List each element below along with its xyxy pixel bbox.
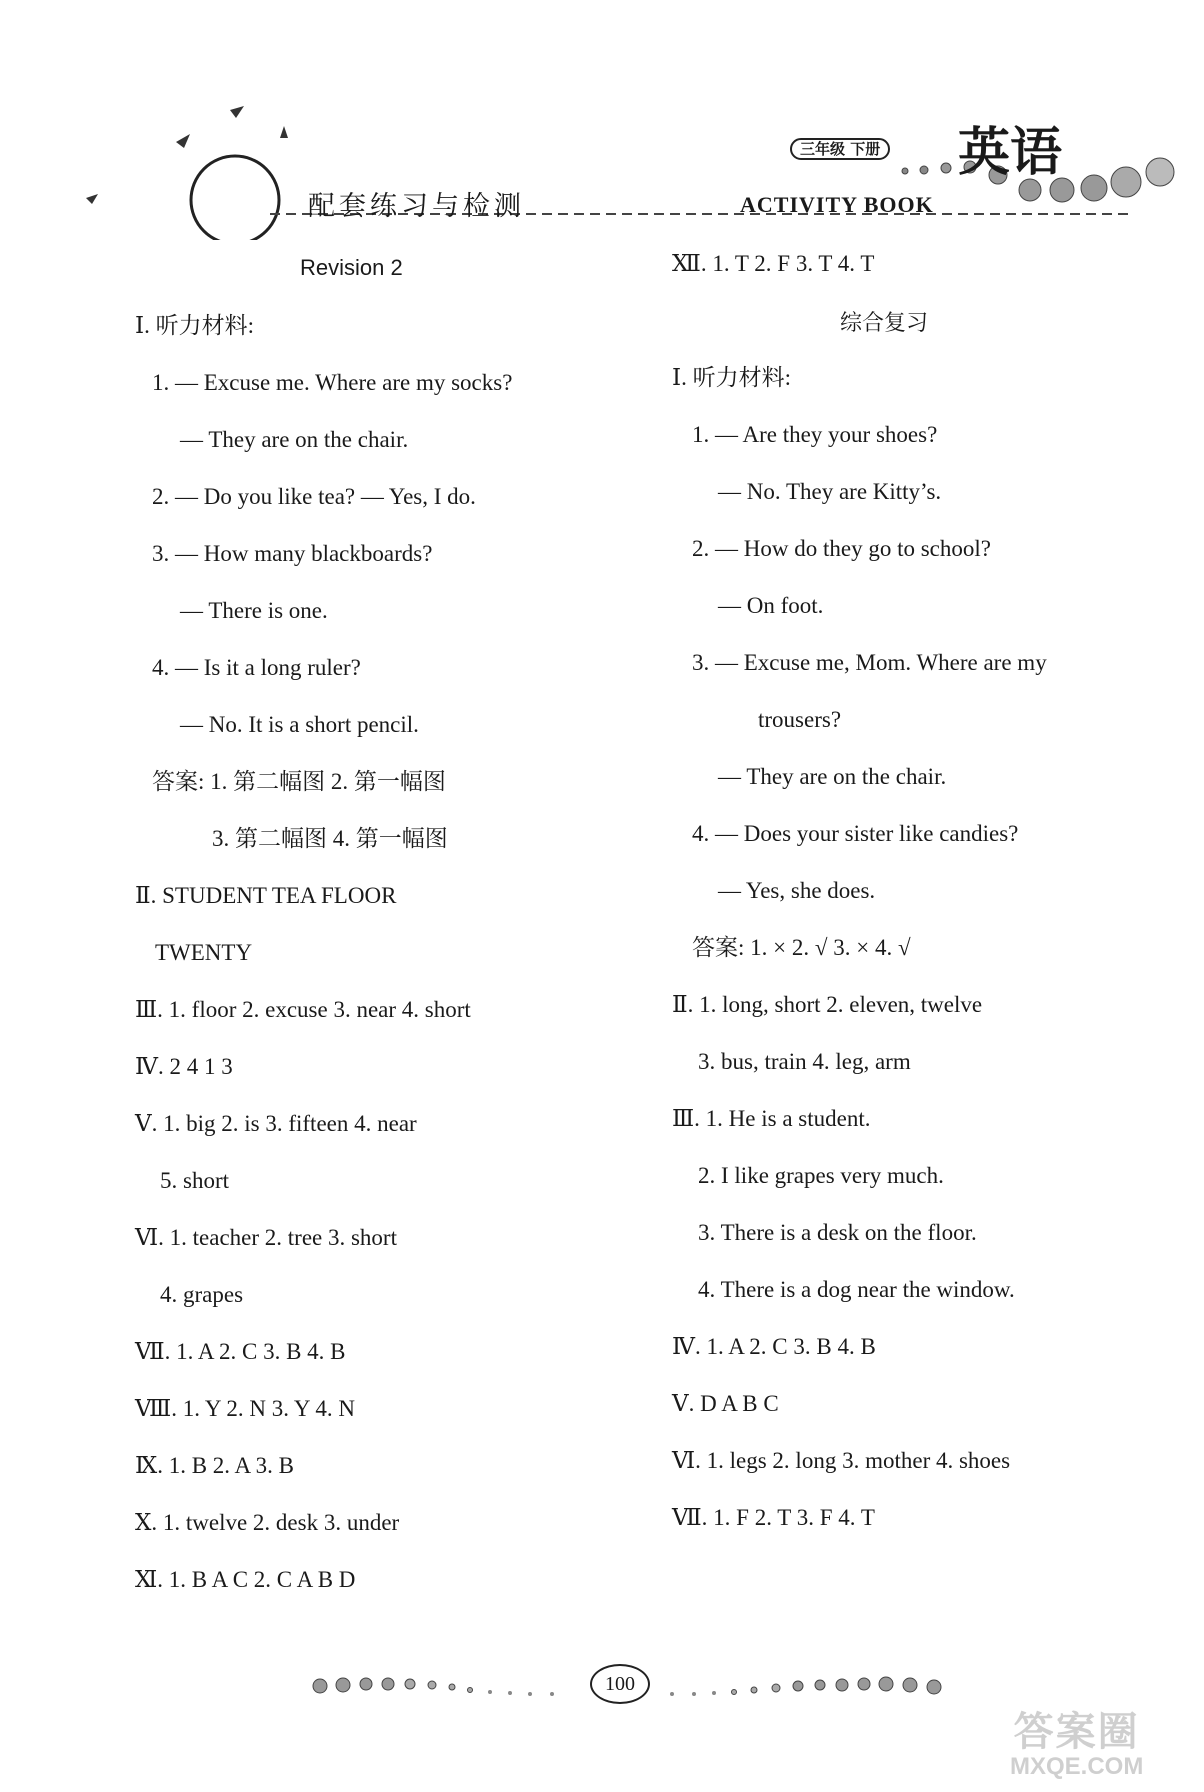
grade-text: 三年级 — [800, 140, 846, 158]
left-line: 2. — Do you like tea? — Yes, I do. — [152, 484, 476, 509]
right-line: 4. — Does your sister like candies? — [692, 821, 1019, 846]
right-line: 1. — Are they your shoes? — [692, 422, 938, 447]
right-line: Ⅲ. 1. He is a student. — [672, 1106, 871, 1131]
left-line: — No. It is a short pencil. — [180, 712, 419, 737]
left-line: Ⅰ. 听力材料: — [135, 313, 254, 338]
left-line: 4. — Is it a long ruler? — [152, 655, 361, 680]
right-line: Ⅳ. 1. A 2. C 3. B 4. B — [672, 1334, 876, 1359]
left-line: — They are on the chair. — [180, 427, 409, 452]
watermark-text: 答案圈 — [1013, 1709, 1140, 1755]
right-line: 3. bus, train 4. leg, arm — [698, 1049, 911, 1074]
right-line: Ⅵ. 1. legs 2. long 3. mother 4. shoes — [672, 1448, 1011, 1473]
right-line: — They are on the chair. — [718, 764, 947, 789]
right-line: 2. — How do they go to school? — [692, 536, 991, 561]
grade-label — [790, 138, 890, 160]
left-heading: Revision 2 — [300, 255, 403, 280]
left-line: Ⅱ. STUDENT TEA FLOOR — [135, 883, 397, 908]
right-heading: 综合复习 — [840, 310, 929, 335]
header-circle — [191, 156, 279, 240]
right-line: — On foot. — [718, 593, 824, 618]
left-line: — There is one. — [180, 598, 328, 623]
right-line: 3. — Excuse me, Mom. Where are my — [692, 650, 1047, 675]
right-line: Ⅰ. 听力材料: — [672, 365, 791, 390]
term-text: 下册 — [850, 140, 881, 158]
right-line: 4. There is a dog near the window. — [698, 1277, 1015, 1302]
left-line: TWENTY — [155, 940, 253, 965]
left-line: Ⅴ. 1. big 2. is 3. fifteen 4. near — [135, 1111, 417, 1136]
grade-pill — [790, 138, 890, 160]
subject-title: 英语 — [958, 123, 1063, 183]
right-line: — No. They are Kitty’s. — [718, 479, 942, 504]
series-title: 配套练习与检测 — [308, 191, 525, 222]
left-line: Ⅶ. 1. A 2. C 3. B 4. B — [135, 1339, 346, 1364]
right-line: 3. There is a desk on the floor. — [698, 1220, 977, 1245]
left-line: 3. — How many blackboards? — [152, 541, 433, 566]
right-line: — Yes, she does. — [718, 878, 876, 903]
left-line: 4. grapes — [160, 1282, 244, 1307]
right-top-line: Ⅻ. 1. T 2. F 3. T 4. T — [672, 251, 875, 276]
left-line: Ⅷ. 1. Y 2. N 3. Y 4. N — [135, 1396, 356, 1421]
left-line: 1. — Excuse me. Where are my socks? — [152, 370, 513, 395]
left-line: 答案: 1. 第二幅图 2. 第一幅图 — [152, 769, 446, 794]
right-line: 答案: 1. × 2. √ 3. × 4. √ — [692, 935, 911, 960]
book-label: ACTIVITY BOOK — [740, 192, 934, 217]
right-line: 2. I like grapes very much. — [698, 1163, 944, 1188]
left-line: 3. 第二幅图 4. 第一幅图 — [212, 826, 448, 851]
right-line: trousers? — [758, 707, 842, 732]
right-line: Ⅶ. 1. F 2. T 3. F 4. T — [672, 1505, 875, 1530]
watermark — [1010, 1700, 1143, 1781]
left-line: Ⅹ. 1. twelve 2. desk 3. under — [135, 1510, 400, 1535]
right-line: Ⅴ. D A B C — [672, 1391, 779, 1416]
left-line: Ⅸ. 1. B 2. A 3. B — [135, 1453, 294, 1478]
left-line: Ⅳ. 2 4 1 3 — [135, 1054, 233, 1079]
left-line: Ⅵ. 1. teacher 2. tree 3. short — [135, 1225, 397, 1250]
left-line: Ⅺ. 1. B A C 2. C A B D — [135, 1567, 356, 1592]
left-line: 5. short — [160, 1168, 229, 1193]
watermark-url: MXQE.COM — [1010, 1753, 1144, 1780]
right-line: Ⅱ. 1. long, short 2. eleven, twelve — [672, 992, 983, 1017]
left-line: Ⅲ. 1. floor 2. excuse 3. near 4. short — [135, 997, 471, 1022]
page-number: 100 — [590, 1664, 650, 1704]
